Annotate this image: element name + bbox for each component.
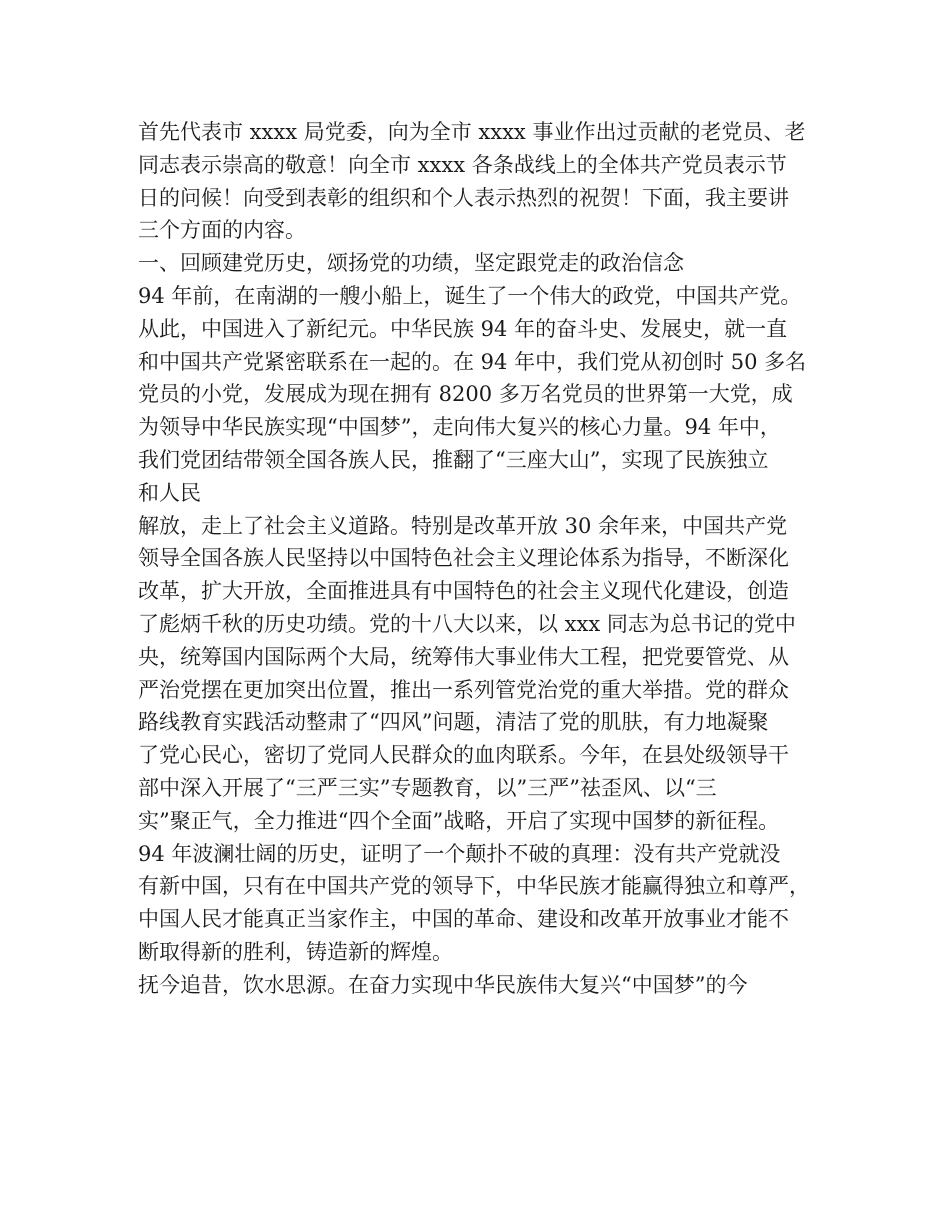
section-heading: 一、回顾建党历史，颂扬党的功绩，坚定跟党走的政治信念	[138, 251, 684, 276]
text-line: 了党心民心，密切了党同人民群众的血肉联系。今年，在县处级领导干	[138, 743, 789, 768]
text-line: 路线教育实践活动整肃了“四风”问题，清洁了党的肌肤，有力地凝聚	[138, 710, 769, 735]
text-line: 断取得新的胜利，铸造新的辉煌。	[138, 939, 453, 964]
text-line: 有新中国，只有在中国共产党的领导下，中华民族才能赢得独立和尊严，	[138, 874, 810, 899]
text-line: 领导全国各族人民坚持以中国特色社会主义理论体系为指导，不断深化	[138, 546, 789, 571]
text-line: 央，统筹国内国际两个大局，统筹伟大事业伟大工程，把党要管党、从	[138, 644, 789, 669]
text-line: 和中国共产党紧密联系在一起的。在 94 年中，我们党从初创时 50 多名	[138, 349, 807, 374]
text-line: 94 年波澜壮阔的历史，证明了一个颠扑不破的真理：没有共产党就没	[138, 841, 781, 866]
text-line: 为领导中华民族实现“中国梦”，走向伟大复兴的核心力量。94 年中，	[138, 415, 781, 440]
text-line: 中国人民才能真正当家作主，中国的革命、建设和改革开放事业才能不	[138, 907, 789, 932]
document-body	[138, 116, 838, 1002]
text-line: 94 年前，在南湖的一艘小船上，诞生了一个伟大的政党，中国共产党。	[138, 283, 802, 308]
text-line: 三个方面的内容。	[138, 218, 306, 243]
text-line: 同志表示崇高的敬意！向全市 xxxx 各条战线上的全体共产党员表示节	[138, 152, 787, 177]
text-line: 严治党摆在更加突出位置，推出一系列管党治党的重大举措。党的群众	[138, 677, 789, 702]
text-line: 抚今追昔，饮水思源。在奋力实现中华民族伟大复兴“中国梦”的今	[138, 972, 748, 997]
text-line: 了彪炳千秋的历史功绩。党的十八大以来，以 xxx 同志为总书记的党中	[138, 611, 796, 636]
text-line: 从此，中国进入了新纪元。中华民族 94 年的奋斗史、发展史，就一直	[138, 316, 788, 341]
text-line: 实”聚正气，全力推进“四个全面”战略，开启了实现中国梦的新征程。	[138, 808, 780, 833]
text-line: 党员的小党，发展成为现在拥有 8200 多万名党员的世界第一大党，成	[138, 382, 793, 407]
text-line: 部中深入开展了“三严三实”专题教育，以”三严”祛歪风、以“三	[138, 775, 717, 800]
text-line: 首先代表市 xxxx 局党委，向为全市 xxxx 事业作出过贡献的老党员、老	[138, 120, 806, 144]
text-line: 和人民	[138, 480, 201, 505]
text-line: 我们党团结带领全国各族人民，推翻了“三座大山”，实现了民族独立	[138, 447, 769, 472]
text-line: 解放，走上了社会主义道路。特别是改革开放 30 余年来，中国共产党	[138, 513, 788, 538]
text-line: 改革，扩大开放，全面推进具有中国特色的社会主义现代化建设，创造	[138, 579, 789, 604]
text-line: 日的问候！向受到表彰的组织和个人表示热烈的祝贺！下面，我主要讲	[138, 185, 789, 210]
